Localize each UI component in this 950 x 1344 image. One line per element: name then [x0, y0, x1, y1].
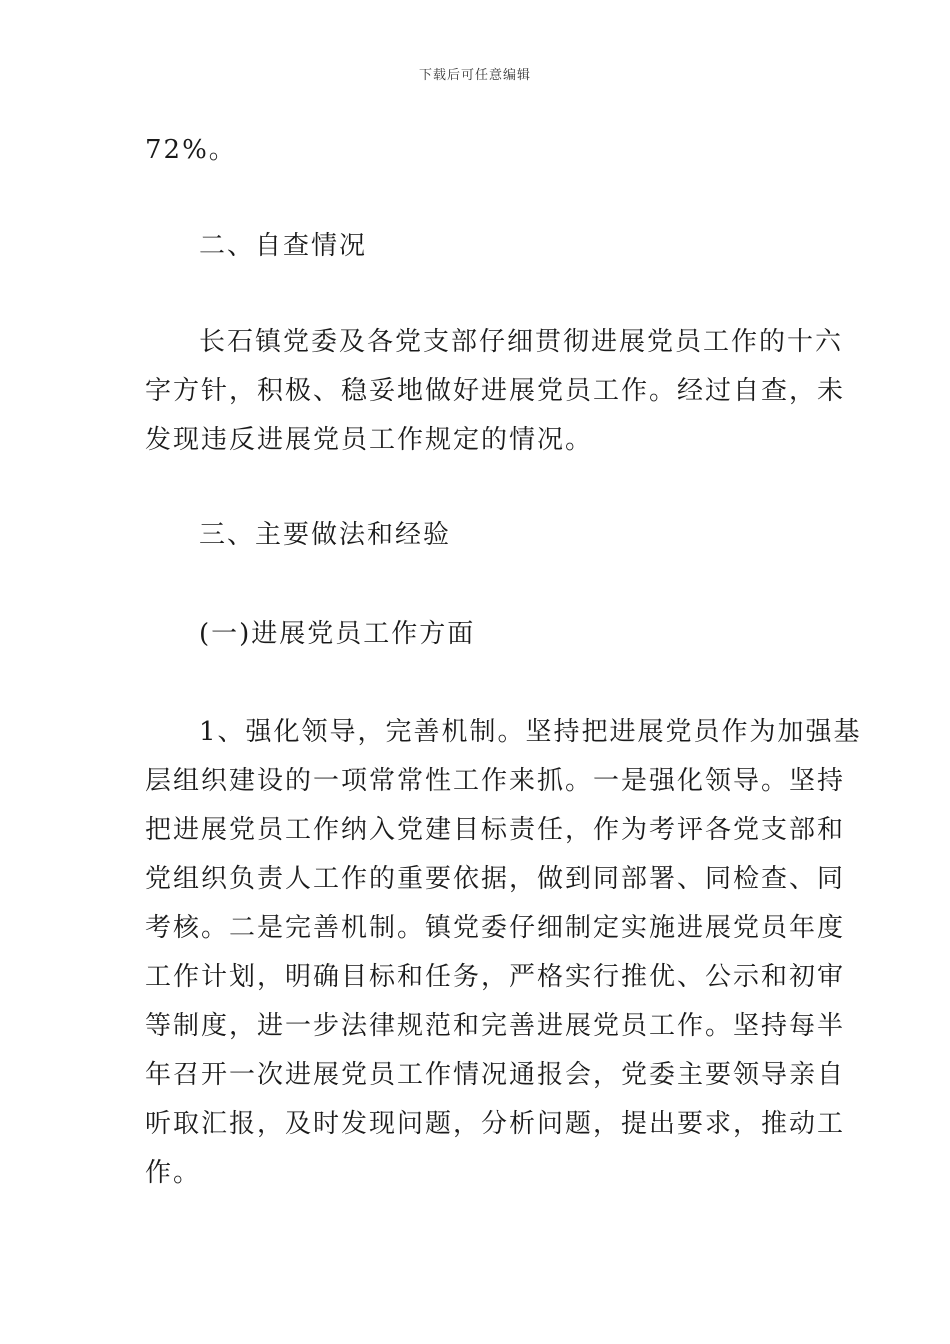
- text-line: 字方针，积极、稳妥地做好进展党员工作。经过自查，未: [145, 376, 846, 406]
- text-line: 层组织建设的一项常常性工作来抓。一是强化领导。坚持: [145, 766, 846, 796]
- text-line: 年召开一次进展党员工作情况通报会，党委主要领导亲自: [145, 1060, 846, 1090]
- text-line: 1、强化领导，完善机制。坚持把进展党员作为加强基: [199, 717, 862, 747]
- document-body: [145, 126, 862, 1198]
- text-line: 发现违反进展党员工作规定的情况。: [145, 425, 594, 455]
- text-line: 党组织负责人工作的重要依据，做到同部署、同检查、同: [145, 864, 846, 894]
- text-line: 听取汇报，及时发现问题，分析问题，提出要求，推动工: [145, 1109, 846, 1139]
- subsection-heading-party-development: (一)进展党员工作方面: [199, 619, 476, 649]
- section-heading-practices: 三、主要做法和经验: [199, 520, 452, 550]
- text-line: 把进展党员工作纳入党建目标责任，作为考评各党支部和: [145, 815, 846, 845]
- section-heading-self-check: 二、自查情况: [199, 231, 368, 261]
- text-line: 考核。二是完善机制。镇党委仔细制定实施进展党员年度: [145, 913, 846, 943]
- paragraph-fragment: 72%。: [145, 135, 237, 165]
- text-line: 工作计划，明确目标和任务，严格实行推优、公示和初审: [145, 962, 846, 992]
- paragraph-self-check: [145, 318, 846, 465]
- page-header-note: 下载后可任意编辑: [418, 68, 531, 83]
- paragraph-item-1: [145, 708, 862, 1198]
- text-line: 等制度，进一步法律规范和完善进展党员工作。坚持每半: [145, 1011, 846, 1041]
- text-line: 长石镇党委及各党支部仔细贯彻进展党员工作的十六: [199, 327, 844, 357]
- text-line: 作。: [145, 1158, 202, 1188]
